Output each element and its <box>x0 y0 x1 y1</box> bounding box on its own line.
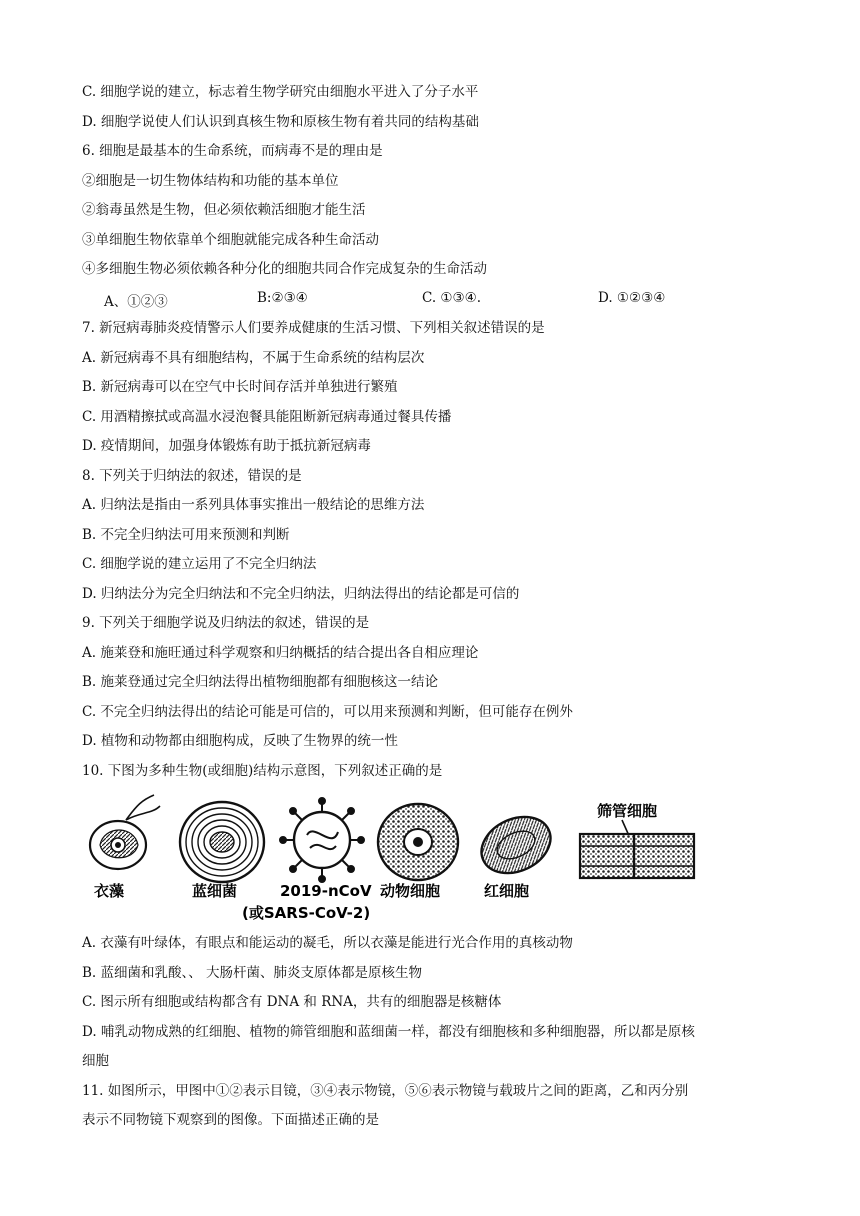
question-7-stem: 7. 新冠病毒肺炎疫情警示人们要养成健康的生活习惯、下列相关叙述错误的是 <box>82 320 545 336</box>
option-b: B:②③④ <box>257 290 308 306</box>
label-chlamydomonas: 衣藻 <box>94 882 125 900</box>
organism-structure-figure <box>82 790 702 925</box>
red-blood-cell-drawing <box>472 806 559 884</box>
question-10-stem: 10. 下图为多种生物(或细胞)结构示意图，下列叙述正确的是 <box>82 763 443 779</box>
text-line: B. 新冠病毒可以在空气中长时间存活并单独进行繁殖 <box>82 379 398 395</box>
label-ncov: 2019-nCoV <box>280 882 372 900</box>
text-line: B. 不完全归纳法可用来预测和判断 <box>82 527 290 543</box>
label-ncov-alt: (或SARS-CoV-2) <box>242 904 371 922</box>
text-line: D. 植物和动物都由细胞构成，反映了生物界的统一性 <box>82 733 398 749</box>
text-line: B. 施莱登通过完全归纳法得出植物细胞都有细胞核这一结论 <box>82 674 439 690</box>
text-line: B. 蓝细菌和乳酸、、 大肠杆菌、肺炎支原体都是原核生物 <box>82 965 423 981</box>
sieve-tube-drawing <box>580 820 694 878</box>
text-line: D. 哺乳动物成熟的红细胞、植物的筛管细胞和蓝细菌一样，都没有细胞核和多种细胞器，所以都是原核 <box>82 1024 695 1040</box>
text-line: D. 归纳法分为完全归纳法和不完全归纳法，归纳法得出的结论都是可信的 <box>82 586 520 602</box>
text-line: ③单细胞生物依靠单个细胞就能完成各种生命活动 <box>82 232 379 248</box>
label-red-blood-cell: 红细胞 <box>484 882 530 900</box>
text-line: ④多细胞生物必须依赖各种分化的细胞共同合作完成复杂的生命活动 <box>82 261 487 277</box>
question-11-stem: 11. 如图所示，甲图中①②表示目镜，③④表示物镜，⑤⑥表示物镜与载玻片之间的距离，乙和丙分别 <box>82 1083 689 1099</box>
option-c: C. ①③④. <box>422 290 482 306</box>
animal-cell-drawing <box>378 804 458 880</box>
text-line: 表示不同物镜下观察到的图像。下面描述正确的是 <box>82 1112 379 1128</box>
label-animal-cell: 动物细胞 <box>380 882 441 900</box>
text-line: D. 细胞学说使人们认识到真核生物和原核生物有着共同的结构基础 <box>82 114 479 130</box>
text-line: A. 衣藻有叶绿体，有眼点和能运动的凝毛，所以衣藻是能进行光合作用的真核动物 <box>82 935 573 951</box>
option-a: A、①②③ <box>104 294 168 310</box>
text-line: D. 疫情期间，加强身体锻炼有助于抵抗新冠病毒 <box>82 438 371 454</box>
cyanobacteria-drawing <box>180 802 264 882</box>
question-8-stem: 8. 下列关于归纳法的叙述，错误的是 <box>82 468 302 484</box>
label-sieve-tube-cell: 筛管细胞 <box>597 802 658 820</box>
text-line: C. 用酒精擦拭或高温水浸泡餐具能阻断新冠病毒通过餐具传播 <box>82 409 452 425</box>
chlamydomonas-drawing <box>90 795 160 869</box>
text-line: C. 细胞学说的建立运用了不完全归纳法 <box>82 556 317 572</box>
text-line: C. 图示所有细胞或结构都含有 DNA 和 RNA，共有的细胞器是核糖体 <box>82 994 502 1010</box>
option-d: D. ①②③④ <box>598 290 666 306</box>
text-line: ②细胞是一切生物体结构和功能的基本单位 <box>82 173 339 189</box>
text-line: C. 细胞学说的建立，标志着生物学研究由细胞水平进入了分子水平 <box>82 84 479 100</box>
question-9-stem: 9. 下列关于细胞学说及归纳法的叙述，错误的是 <box>82 615 370 631</box>
question-6-stem: 6. 细胞是最基本的生命系统，而病毒不是的理由是 <box>82 143 383 159</box>
text-line: A. 归纳法是指由一系列具体事实推出一般结论的思维方法 <box>82 497 425 513</box>
label-cyanobacteria: 蓝细菌 <box>192 882 238 900</box>
text-line: 细胞 <box>82 1053 109 1069</box>
question-6-options <box>82 290 722 308</box>
text-line: C. 不完全归纳法得出的结论可能是可信的，可以用来预测和判断，但可能存在例外 <box>82 704 573 720</box>
text-line: ②翁毒虽然是生物，但必须依赖活细胞才能生活 <box>82 202 366 218</box>
text-line: A. 新冠病毒不具有细胞结构，不属于生命系统的结构层次 <box>82 350 425 366</box>
virus-drawing <box>280 798 364 882</box>
text-line: A. 施莱登和施旺通过科学观察和归纳概括的结合提出各自相应理论 <box>82 645 479 661</box>
